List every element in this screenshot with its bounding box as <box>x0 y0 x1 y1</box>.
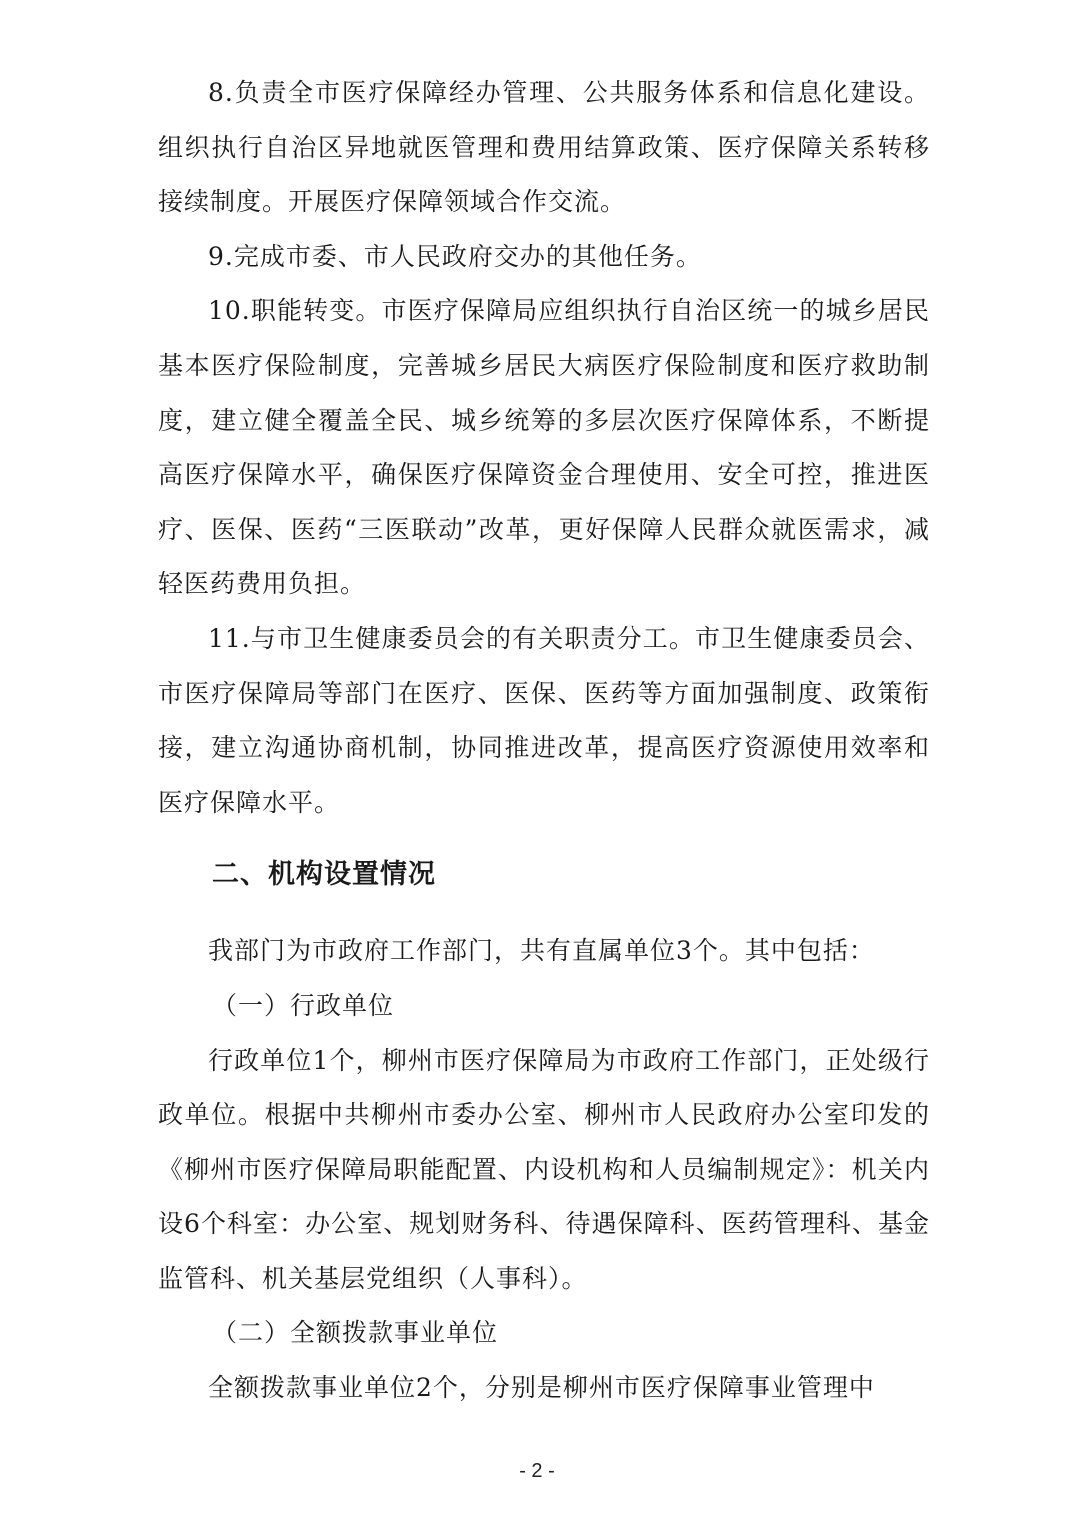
paragraph-item-9: 9.完成市委、市人民政府交办的其他任务。 <box>208 241 702 271</box>
subsection-title-public-institution: （二）全额拨款事业单位 <box>212 1318 499 1348</box>
paragraph-item-8: 8.负责全市医疗保障经办管理、公共服务体系和信息化建设。组织执行自治区异地就医管理和费用结算政策、医疗保障关系转移接续制度。开展医疗保障领域合作交流。 <box>158 78 930 217</box>
subsection-title-administrative: （一）行政单位 <box>212 990 395 1020</box>
intro-paragraph: 我部门为市政府工作部门，共有直属单位3个。其中包括： <box>208 936 875 966</box>
section-heading: 二、机构设置情况 <box>212 859 436 891</box>
document-page <box>158 66 930 1416</box>
subsection-body-public-institution: 全额拨款事业单位2个，分别是柳州市医疗保障事业管理中 <box>208 1373 875 1403</box>
paragraph-item-10: 10.职能转变。市医疗保障局应组织执行自治区统一的城乡居民基本医疗保险制度，完善城乡居民大病医疗保险制度和医疗救助制度，建立健全覆盖全民、城乡统筹的多层次医疗保障体系，不断提高医疗保障水平，确保医疗保障资金合理使用、安全可控，推进医疗、医保、医药“三医联动”改革，更好保障人民群众就医需求，减轻医药费用负担。 <box>158 296 930 599</box>
subsection-body-administrative: 行政单位1个，柳州市医疗保障局为市政府工作部门，正处级行政单位。根据中共柳州市委办公室、柳州市人民政府办公室印发的《柳州市医疗保障局职能配置、内设机构和人员编制规定》：机关内设6个科室：办公室、规划财务科、待遇保障科、医药管理科、基金监管科、机关基层党组织（人事科）。 <box>158 1045 930 1293</box>
page-number: - 2 - <box>519 1460 555 1482</box>
paragraph-item-11: 11.与市卫生健康委员会的有关职责分工。市卫生健康委员会、市医疗保障局等部门在医疗、医保、医药等方面加强制度、政策衔接，建立沟通协商机制，协同推进改革，提高医疗资源使用效率和医疗保障水平。 <box>158 623 930 817</box>
